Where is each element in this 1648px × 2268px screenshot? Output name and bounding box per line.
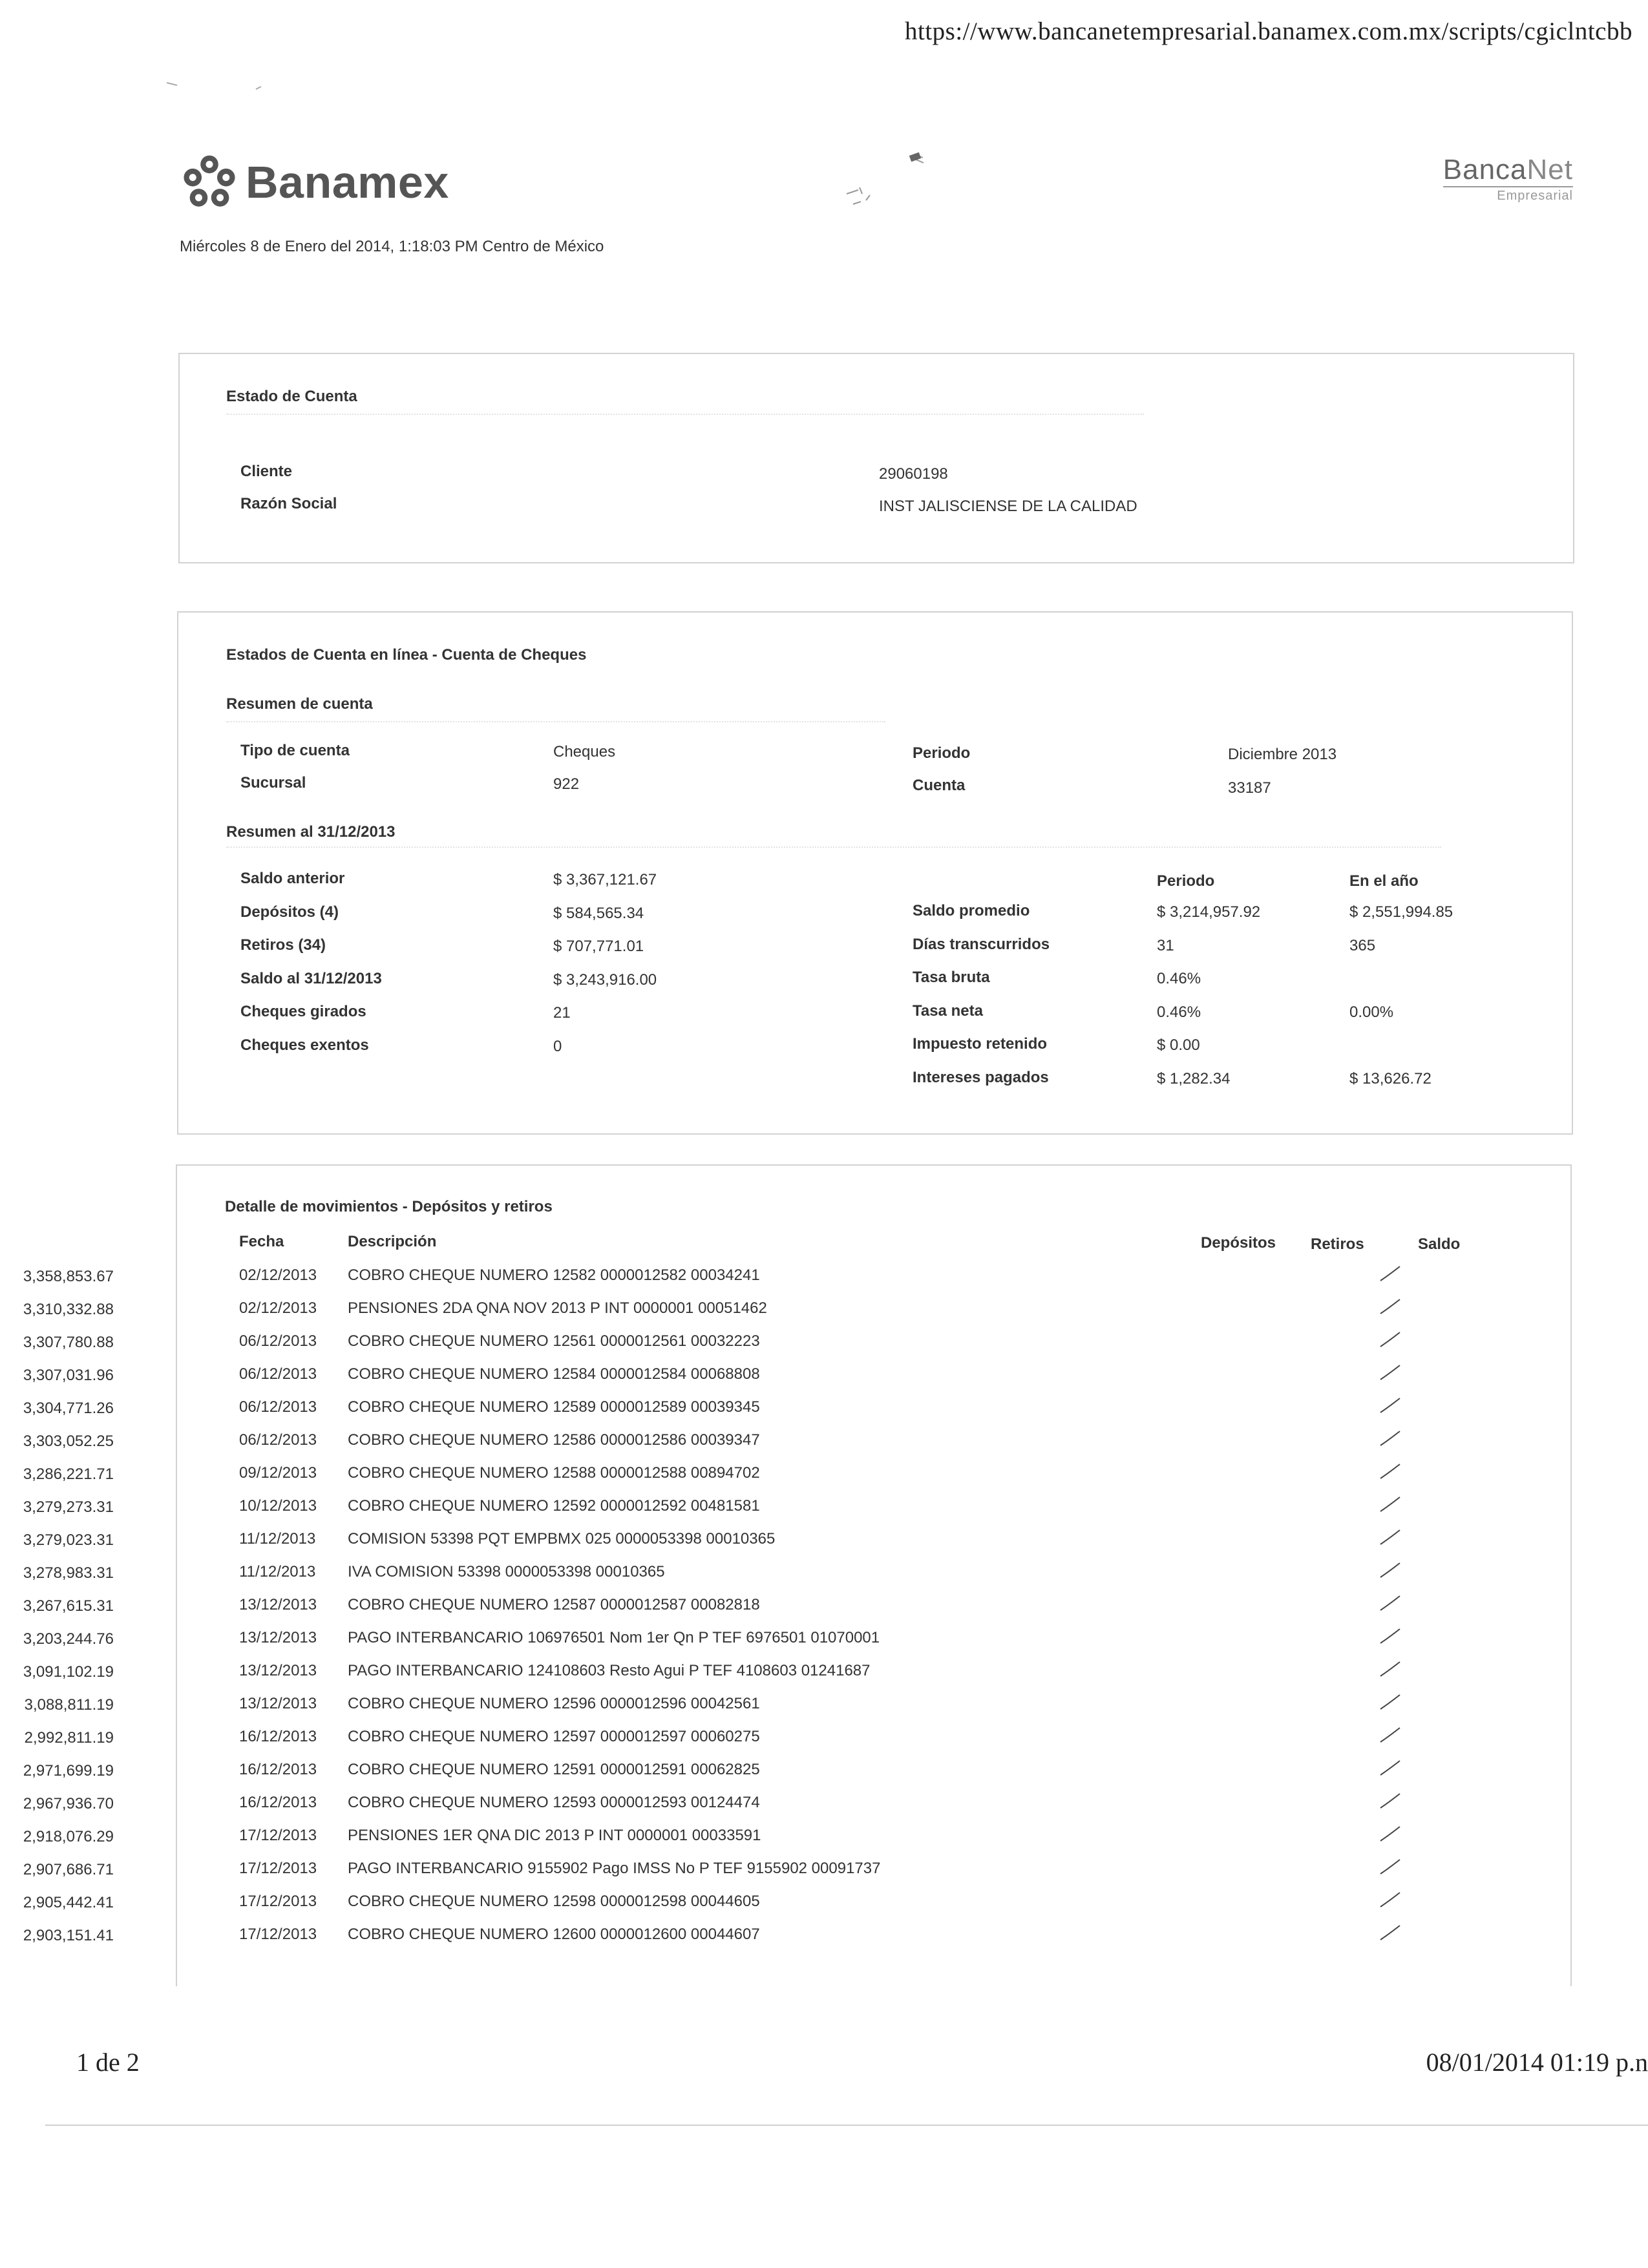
- estado-cuenta-panel: [178, 353, 1574, 563]
- resumen-right-periodo: 31: [1157, 936, 1174, 954]
- cuenta-cheques-panel: [177, 611, 1573, 1135]
- movimiento-descripcion: COBRO CHEQUE NUMERO 12592 0000012592 00481581: [348, 1497, 760, 1515]
- check-mark-icon: [1379, 1626, 1401, 1646]
- movimiento-descripcion: COBRO CHEQUE NUMERO 12584 0000012584 00068808: [348, 1365, 760, 1383]
- resumen-cuenta-title: Resumen de cuenta: [226, 695, 373, 713]
- resumen-right-periodo: $ 0.00: [1157, 1036, 1200, 1054]
- movimiento-saldo: 3,279,023.31: [23, 1531, 114, 1549]
- movimiento-fecha: 17/12/2013: [239, 1860, 317, 1877]
- resumen-left-value: $ 707,771.01: [553, 938, 644, 955]
- movimiento-saldo: 2,971,699.19: [23, 1762, 114, 1780]
- movimiento-saldo: 2,967,936.70: [23, 1795, 114, 1812]
- movimiento-fecha: 13/12/2013: [239, 1662, 317, 1679]
- col-retiros-head: Retiros: [1311, 1235, 1364, 1253]
- resumen-left-label: Cheques exentos: [240, 1036, 369, 1054]
- resumen-left-value: 21: [553, 1004, 571, 1022]
- resumen-left-value: 0: [553, 1037, 562, 1055]
- check-mark-icon: [1379, 1890, 1401, 1909]
- periodo-label: Periodo: [913, 744, 971, 762]
- movimiento-fecha: 02/12/2013: [239, 1299, 317, 1317]
- movimiento-saldo: 3,303,052.25: [23, 1433, 114, 1450]
- print-url: https://www.bancanetempresarial.banamex.com.mx/scripts/cgiclntcbb: [905, 17, 1632, 45]
- check-mark-icon: [1379, 1725, 1401, 1745]
- movimiento-saldo: 2,992,811.19: [24, 1729, 114, 1747]
- resumen-right-label: Tasa bruta: [913, 969, 990, 986]
- movimiento-descripcion: COBRO CHEQUE NUMERO 12600 0000012600 00044607: [348, 1926, 760, 1943]
- movimiento-fecha: 02/12/2013: [239, 1266, 317, 1284]
- movimiento-descripcion: COBRO CHEQUE NUMERO 12593 0000012593 00124474: [348, 1794, 760, 1811]
- movimiento-descripcion: COBRO CHEQUE NUMERO 12596 0000012596 00042561: [348, 1695, 760, 1712]
- movimiento-descripcion: PAGO INTERBANCARIO 124108603 Resto Agui P TEF 4108603 01241687: [348, 1662, 871, 1679]
- sucursal-value: 922: [553, 775, 580, 793]
- banamex-logo: [180, 152, 449, 212]
- resumen-left-label: Saldo anterior: [240, 870, 345, 887]
- resumen-left-value: $ 3,367,121.67: [553, 871, 657, 888]
- movimiento-descripcion: COBRO CHEQUE NUMERO 12582 0000012582 00034241: [348, 1266, 760, 1284]
- check-mark-icon: [1379, 1264, 1401, 1283]
- bancanet-name-b: Net: [1527, 154, 1573, 185]
- resumen-left-label: Depósitos (4): [240, 903, 339, 921]
- bancanet-name-a: Banca: [1442, 154, 1527, 185]
- banamex-emblem-icon: [180, 152, 239, 212]
- movimiento-saldo: 3,267,615.31: [23, 1597, 114, 1615]
- col-periodo-head: Periodo: [1157, 872, 1215, 890]
- check-mark-icon: [1379, 1330, 1401, 1349]
- movimiento-descripcion: PENSIONES 1ER QNA DIC 2013 P INT 0000001 00033591: [348, 1827, 761, 1844]
- cliente-label: Cliente: [240, 463, 293, 480]
- movimiento-descripcion: PENSIONES 2DA QNA NOV 2013 P INT 0000001 00051462: [348, 1299, 767, 1317]
- estado-cuenta-title: Estado de Cuenta: [226, 388, 357, 405]
- movimiento-descripcion: COBRO CHEQUE NUMERO 12597 0000012597 00060275: [348, 1728, 760, 1745]
- movimiento-descripcion: COBRO CHEQUE NUMERO 12598 0000012598 00044605: [348, 1893, 760, 1910]
- movimiento-fecha: 06/12/2013: [239, 1398, 317, 1416]
- movimiento-descripcion: IVA COMISION 53398 0000053398 00010365: [348, 1563, 665, 1580]
- printed-at: 08/01/2014 01:19 p.n: [1426, 2048, 1648, 2077]
- session-datetime: Miércoles 8 de Enero del 2014, 1:18:03 PM Centro de México: [180, 238, 604, 255]
- check-mark-icon: [1379, 1692, 1401, 1712]
- movimiento-descripcion: COBRO CHEQUE NUMERO 12588 0000012588 00894702: [348, 1464, 760, 1482]
- periodo-value: Diciembre 2013: [1228, 746, 1337, 763]
- check-mark-icon: [1379, 1495, 1401, 1514]
- movimiento-descripcion: PAGO INTERBANCARIO 106976501 Nom 1er Qn P TEF 6976501 01070001: [348, 1629, 880, 1646]
- movimiento-saldo: 3,358,853.67: [23, 1268, 114, 1285]
- movimiento-fecha: 16/12/2013: [239, 1728, 317, 1745]
- col-anio-head: En el año: [1349, 872, 1419, 890]
- col-fecha-head: Fecha: [239, 1233, 284, 1250]
- movimiento-fecha: 06/12/2013: [239, 1431, 317, 1449]
- check-mark-icon: [1379, 1824, 1401, 1843]
- movimiento-fecha: 17/12/2013: [239, 1893, 317, 1910]
- resumen-left-label: Cheques girados: [240, 1003, 366, 1020]
- check-mark-icon: [1379, 1363, 1401, 1382]
- movimiento-descripcion: COBRO CHEQUE NUMERO 12561 0000012561 00032223: [348, 1332, 760, 1350]
- movimiento-descripcion: PAGO INTERBANCARIO 9155902 Pago IMSS No P TEF 9155902 00091737: [348, 1860, 881, 1877]
- bancanet-subtitle: Empresarial: [1443, 186, 1573, 204]
- resumen-left-label: Retiros (34): [240, 936, 326, 954]
- col-descripcion-head: Descripción: [348, 1233, 437, 1250]
- cliente-value: 29060198: [879, 465, 948, 483]
- sucursal-label: Sucursal: [240, 774, 306, 792]
- col-depositos-head: Depósitos: [1201, 1234, 1276, 1252]
- check-mark-icon: [1379, 1593, 1401, 1613]
- check-mark-icon: [1379, 1560, 1401, 1580]
- check-mark-icon: [1379, 1857, 1401, 1876]
- resumen-right-label: Intereses pagados: [913, 1068, 1049, 1086]
- movimiento-descripcion: COBRO CHEQUE NUMERO 12591 0000012591 00062825: [348, 1761, 760, 1778]
- resumen-right-label: Saldo promedio: [913, 902, 1030, 919]
- resumen-left-value: $ 584,565.34: [553, 904, 644, 922]
- check-mark-icon: [1379, 1758, 1401, 1778]
- footer-divider: [45, 2125, 1648, 2126]
- brand-name: Banamex: [246, 157, 449, 207]
- razon-social-label: Razón Social: [240, 495, 337, 512]
- movimiento-fecha: 10/12/2013: [239, 1497, 317, 1515]
- movimiento-saldo: 2,903,151.41: [23, 1927, 114, 1944]
- movimiento-descripcion: COBRO CHEQUE NUMERO 12586 0000012586 00039347: [348, 1431, 760, 1449]
- resumen-left-label: Saldo al 31/12/2013: [240, 969, 382, 987]
- resumen-right-label: Tasa neta: [913, 1002, 983, 1020]
- movimiento-saldo: 3,088,811.19: [24, 1696, 114, 1714]
- movimiento-fecha: 11/12/2013: [239, 1563, 316, 1580]
- resumen-right-periodo: 0.46%: [1157, 1003, 1201, 1021]
- resumen-right-label: Impuesto retenido: [913, 1035, 1048, 1053]
- resumen-al-title: Resumen al 31/12/2013: [226, 823, 396, 841]
- resumen-right-anio: 0.00%: [1349, 1003, 1394, 1021]
- resumen-right-periodo: $ 1,282.34: [1157, 1069, 1231, 1087]
- check-mark-icon: [1379, 1659, 1401, 1679]
- resumen-right-periodo: 0.46%: [1157, 970, 1201, 987]
- movimiento-descripcion: COMISION 53398 PQT EMPBMX 025 0000053398 00010365: [348, 1530, 776, 1548]
- page-number: 1 de 2: [76, 2048, 140, 2077]
- movimiento-saldo: 3,286,221.71: [23, 1465, 114, 1483]
- movimiento-fecha: 13/12/2013: [239, 1695, 317, 1712]
- detalle-movimientos-panel: [23, 1164, 1572, 1986]
- movimiento-fecha: 16/12/2013: [239, 1794, 317, 1811]
- detalle-title: Detalle de movimientos - Depósitos y retiros: [225, 1198, 553, 1215]
- cuenta-value: 33187: [1228, 779, 1271, 797]
- movimiento-descripcion: COBRO CHEQUE NUMERO 12587 0000012587 00082818: [348, 1596, 760, 1613]
- movimiento-fecha: 11/12/2013: [239, 1530, 316, 1548]
- movimiento-fecha: 17/12/2013: [239, 1827, 317, 1844]
- resumen-left-value: $ 3,243,916.00: [553, 971, 657, 989]
- tipo-cuenta-value: Cheques: [553, 743, 616, 761]
- scan-specks-icon: [834, 149, 924, 220]
- movimiento-fecha: 17/12/2013: [239, 1926, 317, 1943]
- resumen-right-periodo: $ 3,214,957.92: [1157, 903, 1261, 921]
- movimiento-fecha: 09/12/2013: [239, 1464, 317, 1482]
- movimiento-fecha: 16/12/2013: [239, 1761, 317, 1778]
- check-mark-icon: [1379, 1462, 1401, 1481]
- resumen-right-anio: $ 2,551,994.85: [1349, 903, 1453, 921]
- resumen-right-anio: $ 13,626.72: [1349, 1069, 1431, 1087]
- movimiento-saldo: 3,203,244.76: [23, 1630, 114, 1648]
- scan-dash-icon: [162, 78, 265, 103]
- movimiento-saldo: 3,304,771.26: [23, 1400, 114, 1417]
- cuenta-label: Cuenta: [913, 777, 966, 794]
- check-mark-icon: [1379, 1297, 1401, 1316]
- movimiento-saldo: 3,091,102.19: [23, 1663, 114, 1681]
- movimiento-saldo: 2,918,076.29: [23, 1828, 114, 1845]
- check-mark-icon: [1379, 1791, 1401, 1811]
- check-mark-icon: [1379, 1429, 1401, 1448]
- bancanet-logo: [1443, 154, 1573, 204]
- resumen-right-anio: 365: [1349, 936, 1376, 954]
- movimiento-saldo: 2,907,686.71: [23, 1861, 114, 1878]
- check-mark-icon: [1379, 1923, 1401, 1942]
- movimiento-saldo: 2,905,442.41: [23, 1894, 114, 1911]
- check-mark-icon: [1379, 1528, 1401, 1547]
- movimiento-descripcion: COBRO CHEQUE NUMERO 12589 0000012589 00039345: [348, 1398, 760, 1416]
- movimiento-saldo: 3,307,031.96: [23, 1367, 114, 1384]
- movimiento-saldo: 3,279,273.31: [23, 1498, 114, 1516]
- cuenta-cheques-title: Estados de Cuenta en línea - Cuenta de Cheques: [226, 646, 587, 664]
- movimiento-fecha: 13/12/2013: [239, 1596, 317, 1613]
- movimiento-fecha: 13/12/2013: [239, 1629, 317, 1646]
- movimiento-fecha: 06/12/2013: [239, 1332, 317, 1350]
- check-mark-icon: [1379, 1396, 1401, 1415]
- resumen-right-label: Días transcurridos: [913, 935, 1050, 953]
- movimiento-saldo: 3,278,983.31: [23, 1564, 114, 1582]
- movimiento-saldo: 3,310,332.88: [23, 1301, 114, 1318]
- col-saldo-head: Saldo: [1418, 1235, 1461, 1253]
- tipo-cuenta-label: Tipo de cuenta: [240, 742, 350, 759]
- movimiento-fecha: 06/12/2013: [239, 1365, 317, 1383]
- movimiento-saldo: 3,307,780.88: [23, 1334, 114, 1351]
- razon-social-value: INST JALISCIENSE DE LA CALIDAD: [879, 498, 1137, 515]
